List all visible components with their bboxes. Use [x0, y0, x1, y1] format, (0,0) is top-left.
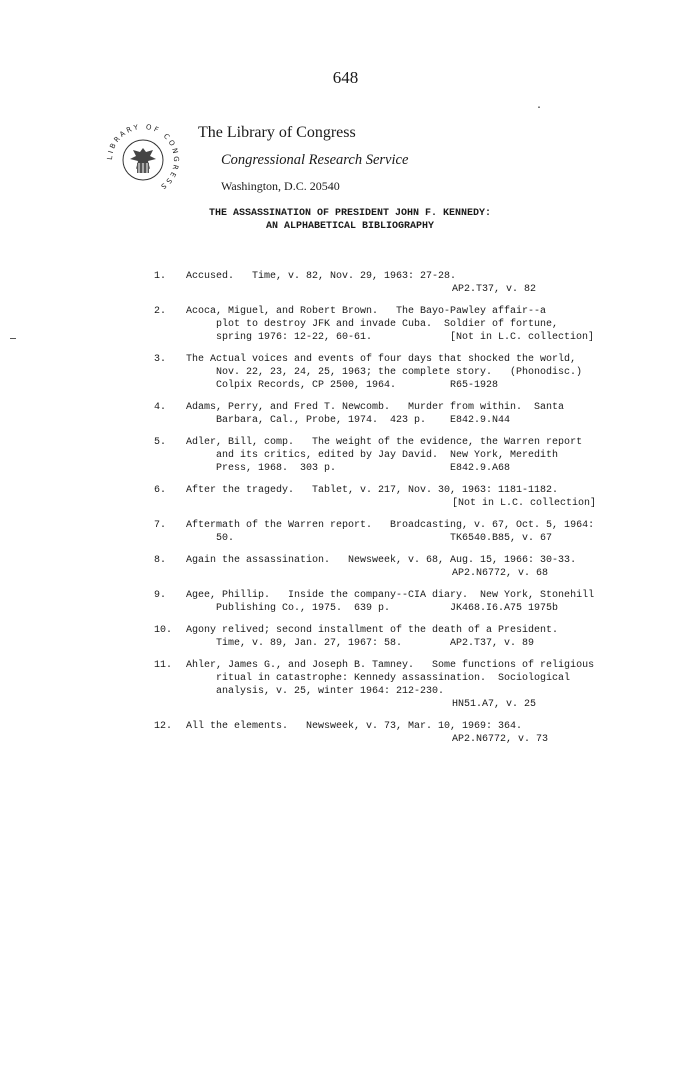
entry-number: 5.: [154, 437, 167, 448]
call-number: AP2.T37, v. 82: [452, 284, 537, 295]
bibliography-entry: [154, 720, 594, 746]
bibliography-entry: [154, 270, 594, 296]
bibliography-entry: [154, 401, 594, 427]
entry-line: spring 1976: 12-22, 60-61. [Not in L.C. collection]: [216, 332, 595, 343]
entry-number: 3.: [154, 354, 167, 365]
bibliography-list: [154, 270, 597, 755]
entry-line: Nov. 22, 23, 24, 25, 1963; the complete story. (Phonodisc.): [216, 367, 583, 378]
library-of-congress-seal-icon: [103, 122, 183, 198]
bibliography-entry: [154, 305, 594, 344]
entry-line: Adler, Bill, comp. The weight of the evidence, the Warren report: [186, 437, 583, 448]
margin-mark: [10, 338, 16, 339]
entry-line: Agee, Phillip. Inside the company--CIA diary. New York, Stonehill: [186, 590, 595, 601]
call-number: AP2.N6772, v. 68: [452, 568, 549, 579]
bibliography-entry: [154, 659, 594, 711]
entry-line: analysis, v. 25, winter 1964: 212-230.: [216, 686, 445, 697]
address: Washington, D.C. 20540: [221, 179, 340, 193]
title-line-2: AN ALPHABETICAL BIBLIOGRAPHY: [265, 221, 435, 232]
call-number: AP2.N6772, v. 73: [452, 734, 549, 745]
entry-line: Aftermath of the Warren report. Broadcasting, v. 67, Oct. 5, 1964:: [186, 520, 595, 531]
entry-number: 2.: [154, 306, 167, 317]
call-number: [Not in L.C. collection]: [452, 498, 597, 509]
entry-number: 6.: [154, 485, 167, 496]
bibliography-entry: [154, 484, 597, 510]
entry-line: Ahler, James G., and Joseph B. Tamney. Some functions of religious: [186, 660, 595, 671]
entry-line: Press, 1968. 303 p. E842.9.A68: [216, 463, 511, 474]
entry-line: plot to destroy JFK and invade Cuba. Soldier of fortune,: [216, 319, 559, 330]
entry-number: 4.: [154, 402, 167, 413]
entry-line: Publishing Co., 1975. 639 p. JK468.I6.A75 1975b: [216, 603, 559, 614]
entry-line: Acoca, Miguel, and Robert Brown. The Bayo-Pawley affair--a: [186, 306, 547, 317]
entry-number: 1.: [154, 271, 167, 282]
entry-line: Adams, Perry, and Fred T. Newcomb. Murder from within. Santa: [186, 402, 565, 413]
entry-line: Again the assassination. Newsweek, v. 68, Aug. 15, 1966: 30-33.: [186, 555, 577, 566]
entry-line: 50. TK6540.B85, v. 67: [216, 533, 553, 544]
title-line-1: THE ASSASSINATION OF PRESIDENT JOHN F. KENNEDY:: [208, 208, 492, 219]
entry-line: All the elements. Newsweek, v. 73, Mar. 10, 1969: 364.: [186, 721, 523, 732]
entry-line: ritual in catastrophe: Kennedy assassination. Sociological: [216, 673, 571, 684]
page-number: 648: [332, 68, 359, 87]
entry-line: Time, v. 89, Jan. 27, 1967: 58. AP2.T37, v. 89: [216, 638, 535, 649]
document-title: [200, 207, 500, 233]
entry-number: 8.: [154, 555, 167, 566]
entry-line: The Actual voices and events of four days that shocked the world,: [186, 354, 577, 365]
bibliography-entry: [154, 554, 594, 580]
bibliography-entry: [154, 589, 594, 615]
entry-line: Agony relived; second installment of the death of a President.: [186, 625, 559, 636]
stray-mark: ·: [536, 103, 543, 114]
bibliography-entry: [154, 519, 594, 545]
call-number: HN51.A7, v. 25: [452, 699, 537, 710]
entry-number: 7.: [154, 520, 167, 531]
bibliography-entry: [154, 353, 594, 392]
entry-line: After the tragedy. Tablet, v. 217, Nov. 30, 1963: 1181-1182.: [186, 485, 559, 496]
division-name: Congressional Research Service: [221, 152, 409, 168]
bibliography-entry: [154, 436, 594, 475]
entry-number: 9.: [154, 590, 167, 601]
seal-ring-text: LIBRARY OF CONGRESS: [105, 122, 181, 192]
entry-line: Colpix Records, CP 2500, 1964. R65-1928: [216, 380, 499, 391]
bibliography-entry: [154, 624, 594, 650]
entry-line: Accused. Time, v. 82, Nov. 29, 1963: 27-28.: [186, 271, 457, 282]
organization-name: The Library of Congress: [198, 124, 356, 141]
entry-number: 10.: [154, 625, 173, 636]
entry-line: Barbara, Cal., Probe, 1974. 423 p. E842.9.N44: [216, 415, 511, 426]
entry-number: 11.: [154, 660, 173, 671]
entry-line: and its critics, edited by Jay David. New York, Meredith: [216, 450, 559, 461]
entry-number: 12.: [154, 721, 173, 732]
